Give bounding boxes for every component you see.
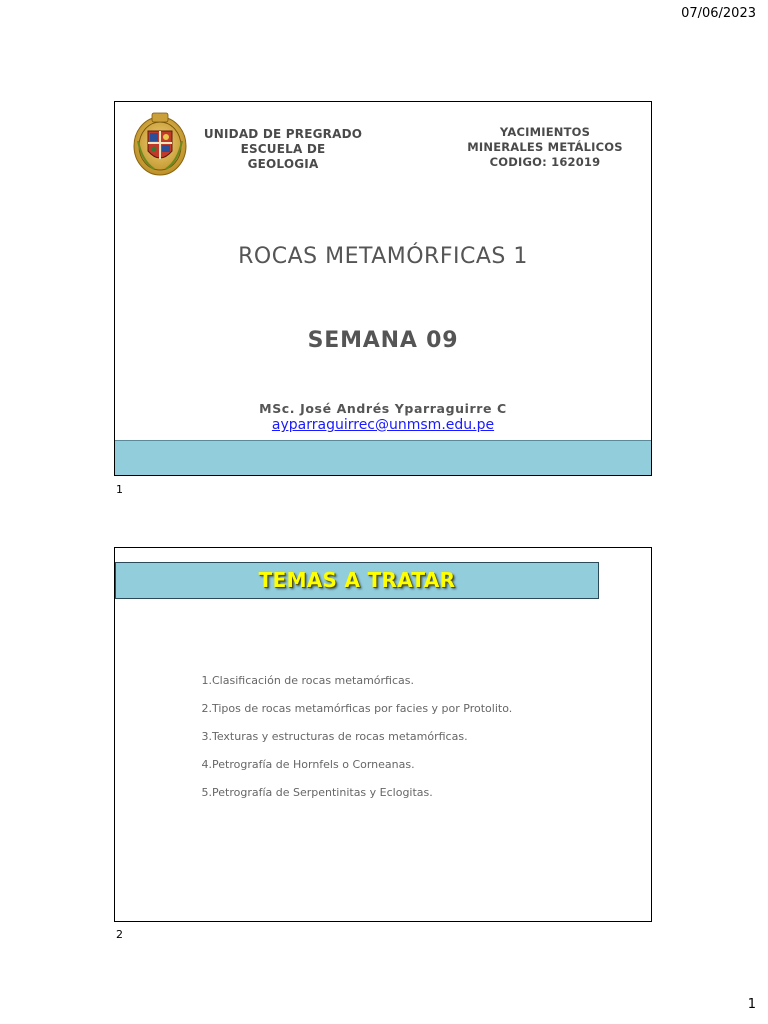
topic-item [187, 730, 512, 758]
page-date: 07/06/2023 [681, 6, 756, 21]
topic-number: 3. [201, 730, 212, 743]
topic-number: 2. [201, 702, 212, 715]
header-unit: UNIDAD DE PREGRADO [203, 127, 363, 141]
topic-item [187, 786, 512, 814]
topics-banner-title: TEMAS A TRATAR [258, 568, 456, 592]
author-email-link[interactable]: ayparraguirrec@unmsm.edu.pe [271, 417, 495, 433]
course-line-1: YACIMIENTOS [499, 125, 591, 139]
topic-text: Tipos de rocas metamórficas por facies y por Protolito. [212, 702, 513, 715]
slide-footer-band [115, 440, 651, 475]
university-crest-icon [132, 111, 188, 177]
topic-number: 4. [201, 758, 212, 771]
slide-number-2: 2 [116, 928, 123, 941]
topics-banner [115, 562, 599, 599]
page-number: 1 [747, 997, 756, 1012]
topic-text: Petrografía de Serpentinitas y Eclogitas. [212, 786, 433, 799]
topics-list [187, 674, 512, 814]
header-right [460, 125, 630, 170]
topic-text: Texturas y estructuras de rocas metamórficas. [212, 730, 468, 743]
slide-1 [114, 101, 652, 476]
slide-2 [114, 547, 652, 922]
topic-item [187, 702, 512, 730]
course-line-2: MINERALES METÁLICOS [467, 140, 623, 154]
slide-week: SEMANA 09 [307, 328, 459, 353]
topic-number: 5. [201, 786, 212, 799]
topic-number: 1. [201, 674, 212, 687]
author-name: MSc. José Andrés Yparraguirre C [259, 401, 507, 416]
header-left [203, 127, 363, 172]
course-code: CODIGO: 162019 [489, 155, 601, 169]
topic-text: Petrografía de Hornfels o Corneanas. [212, 758, 415, 771]
slide-title: ROCAS METAMÓRFICAS 1 [238, 244, 528, 269]
topic-item [187, 674, 512, 702]
topic-item [187, 758, 512, 786]
topic-text: Clasificación de rocas metamórficas. [212, 674, 415, 687]
slide-number-1: 1 [116, 483, 123, 496]
header-school: ESCUELA DE GEOLOGIA [240, 142, 326, 171]
